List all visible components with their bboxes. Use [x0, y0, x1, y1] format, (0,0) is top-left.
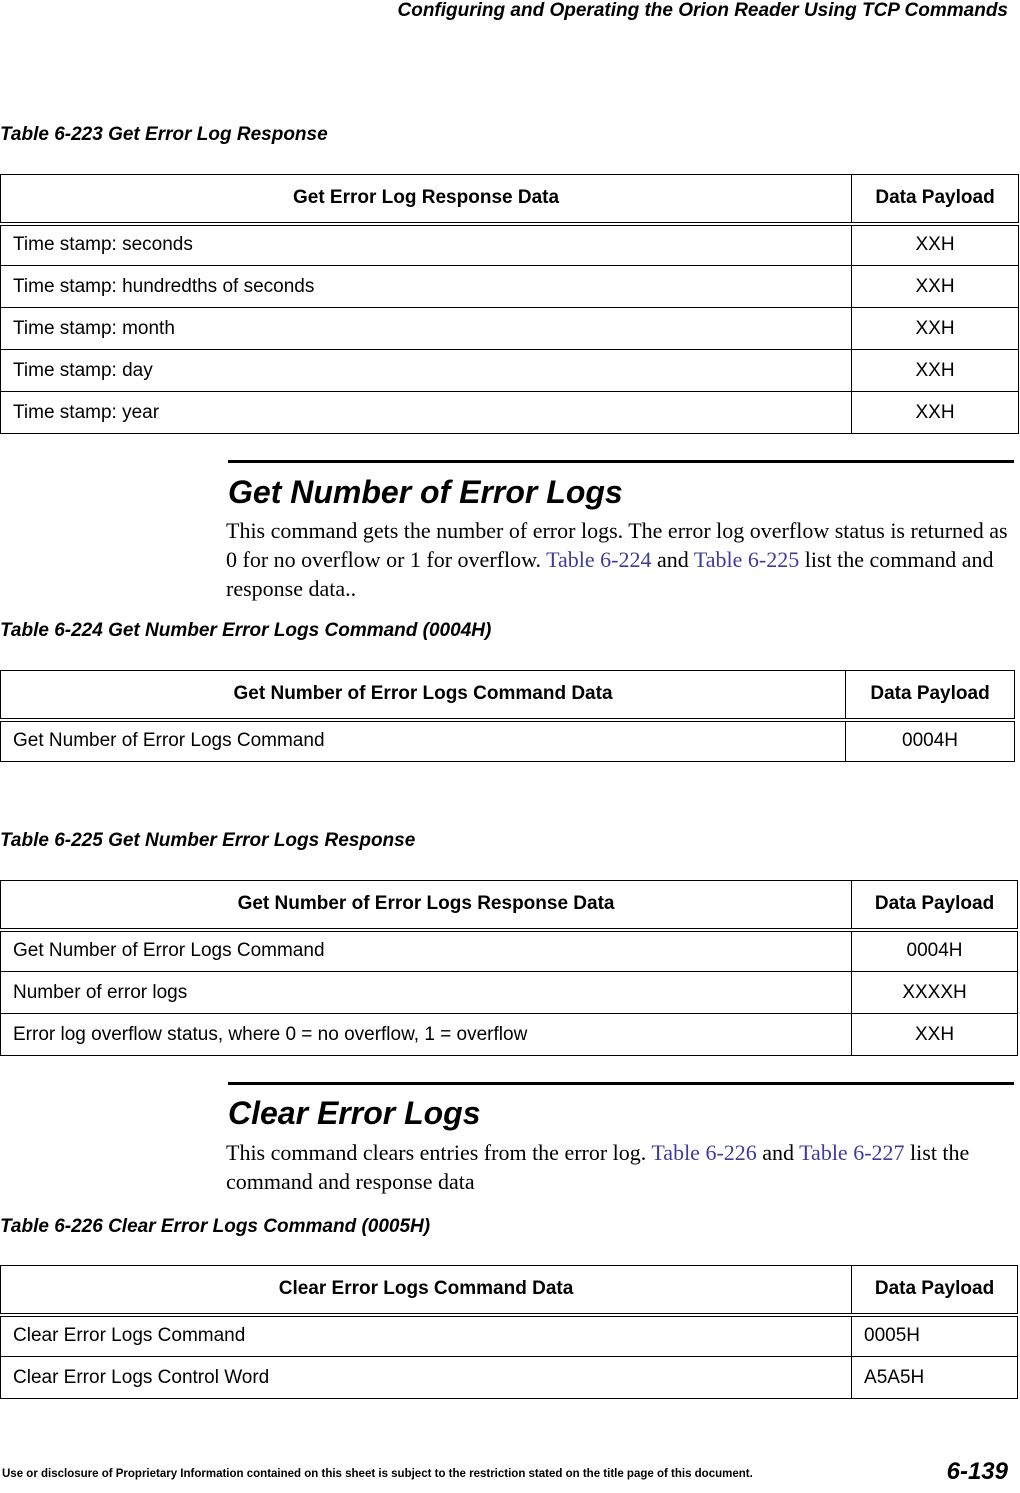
- page-number: 6-139: [946, 1458, 1008, 1485]
- section-heading-clear-error-logs: Clear Error Logs: [228, 1095, 481, 1131]
- table-223-header-col2: Data Payload: [852, 175, 1019, 224]
- section-rule: [228, 1082, 1014, 1085]
- table-cell-value: 0004H: [852, 930, 1018, 972]
- table-225-header-col1: Get Number of Error Logs Response Data: [1, 881, 852, 930]
- footer-proprietary-notice: Use or disclosure of Proprietary Information contained on this sheet is subject to the restriction stated on the title page of this document.: [2, 1468, 753, 1480]
- table-cell-value: 0004H: [846, 720, 1015, 762]
- body-text: and: [651, 547, 694, 572]
- table-cell-label: Time stamp: month: [1, 308, 852, 350]
- table-cell-value: XXH: [852, 1014, 1018, 1056]
- table-226-header-col2: Data Payload: [852, 1266, 1018, 1315]
- table-row: [1, 930, 1018, 972]
- table-cell-value: 0005H: [852, 1315, 1018, 1357]
- table-row: [1, 224, 1019, 266]
- table-row: [1, 392, 1019, 434]
- table-224-header-col2: Data Payload: [846, 671, 1015, 720]
- table-cell-label: Clear Error Logs Command: [1, 1315, 852, 1357]
- table-cell-value: XXXXH: [852, 972, 1018, 1014]
- table-223: [0, 174, 1019, 434]
- table-cell-value: XXH: [852, 224, 1019, 266]
- table-6-227-link[interactable]: Table 6-227: [799, 1140, 905, 1165]
- body-text: list the command and response data..: [226, 547, 994, 601]
- table-225-header-col2: Data Payload: [852, 881, 1018, 930]
- body-text: list the command and response data: [226, 1140, 970, 1194]
- table-row: [1, 720, 1015, 762]
- table-226: [0, 1265, 1018, 1399]
- running-header: Configuring and Operating the Orion Reader Using TCP Commands: [397, 0, 1008, 21]
- table-6-225-link[interactable]: Table 6-225: [693, 547, 800, 572]
- section-body-clear-error-logs: [226, 1138, 1016, 1196]
- table-224-header-col1: Get Number of Error Logs Command Data: [1, 671, 846, 720]
- table-225-caption: Table 6-225 Get Number Error Logs Response: [0, 830, 416, 851]
- section-rule: [228, 460, 1014, 463]
- table-row: [1, 1014, 1018, 1056]
- section-body-get-number-of-error-logs: [226, 516, 1016, 603]
- table-cell-label: Time stamp: seconds: [1, 224, 852, 266]
- table-224: [0, 670, 1015, 762]
- table-cell-label: Error log overflow status, where 0 = no overflow, 1 = overflow: [1, 1014, 852, 1056]
- table-cell-label: Number of error logs: [1, 972, 852, 1014]
- table-cell-label: Get Number of Error Logs Command: [1, 720, 846, 762]
- body-text: and: [756, 1140, 800, 1165]
- table-cell-value: XXH: [852, 392, 1019, 434]
- table-row: [1, 1357, 1018, 1399]
- table-cell-value: A5A5H: [852, 1357, 1018, 1399]
- table-224-caption: Table 6-224 Get Number Error Logs Command (0004H): [0, 620, 492, 641]
- body-text: This command clears entries from the error log.: [226, 1140, 652, 1165]
- table-cell-label: Time stamp: day: [1, 350, 852, 392]
- table-6-226-link[interactable]: Table 6-226: [651, 1140, 757, 1165]
- table-226-caption: Table 6-226 Clear Error Logs Command (0005H): [0, 1216, 431, 1237]
- section-heading-get-number-of-error-logs: Get Number of Error Logs: [228, 474, 623, 510]
- table-6-224-link[interactable]: Table 6-224: [546, 547, 652, 572]
- table-cell-label: Time stamp: year: [1, 392, 852, 434]
- table-cell-value: XXH: [852, 266, 1019, 308]
- table-row: [1, 266, 1019, 308]
- table-223-caption: Table 6-223 Get Error Log Response: [0, 124, 328, 145]
- table-row: [1, 308, 1019, 350]
- table-cell-label: Time stamp: hundredths of seconds: [1, 266, 852, 308]
- table-cell-value: XXH: [852, 308, 1019, 350]
- table-row: [1, 350, 1019, 392]
- table-225: [0, 880, 1018, 1056]
- table-226-header-col1: Clear Error Logs Command Data: [1, 1266, 852, 1315]
- table-row: [1, 972, 1018, 1014]
- body-text: This command gets the number of error logs. The error log overflow status is returned as 0 for no overflow or 1 for overflow.: [226, 518, 1008, 572]
- table-cell-label: Get Number of Error Logs Command: [1, 930, 852, 972]
- table-row: [1, 1315, 1018, 1357]
- table-cell-value: XXH: [852, 350, 1019, 392]
- table-223-header-col1: Get Error Log Response Data: [1, 175, 852, 224]
- table-cell-label: Clear Error Logs Control Word: [1, 1357, 852, 1399]
